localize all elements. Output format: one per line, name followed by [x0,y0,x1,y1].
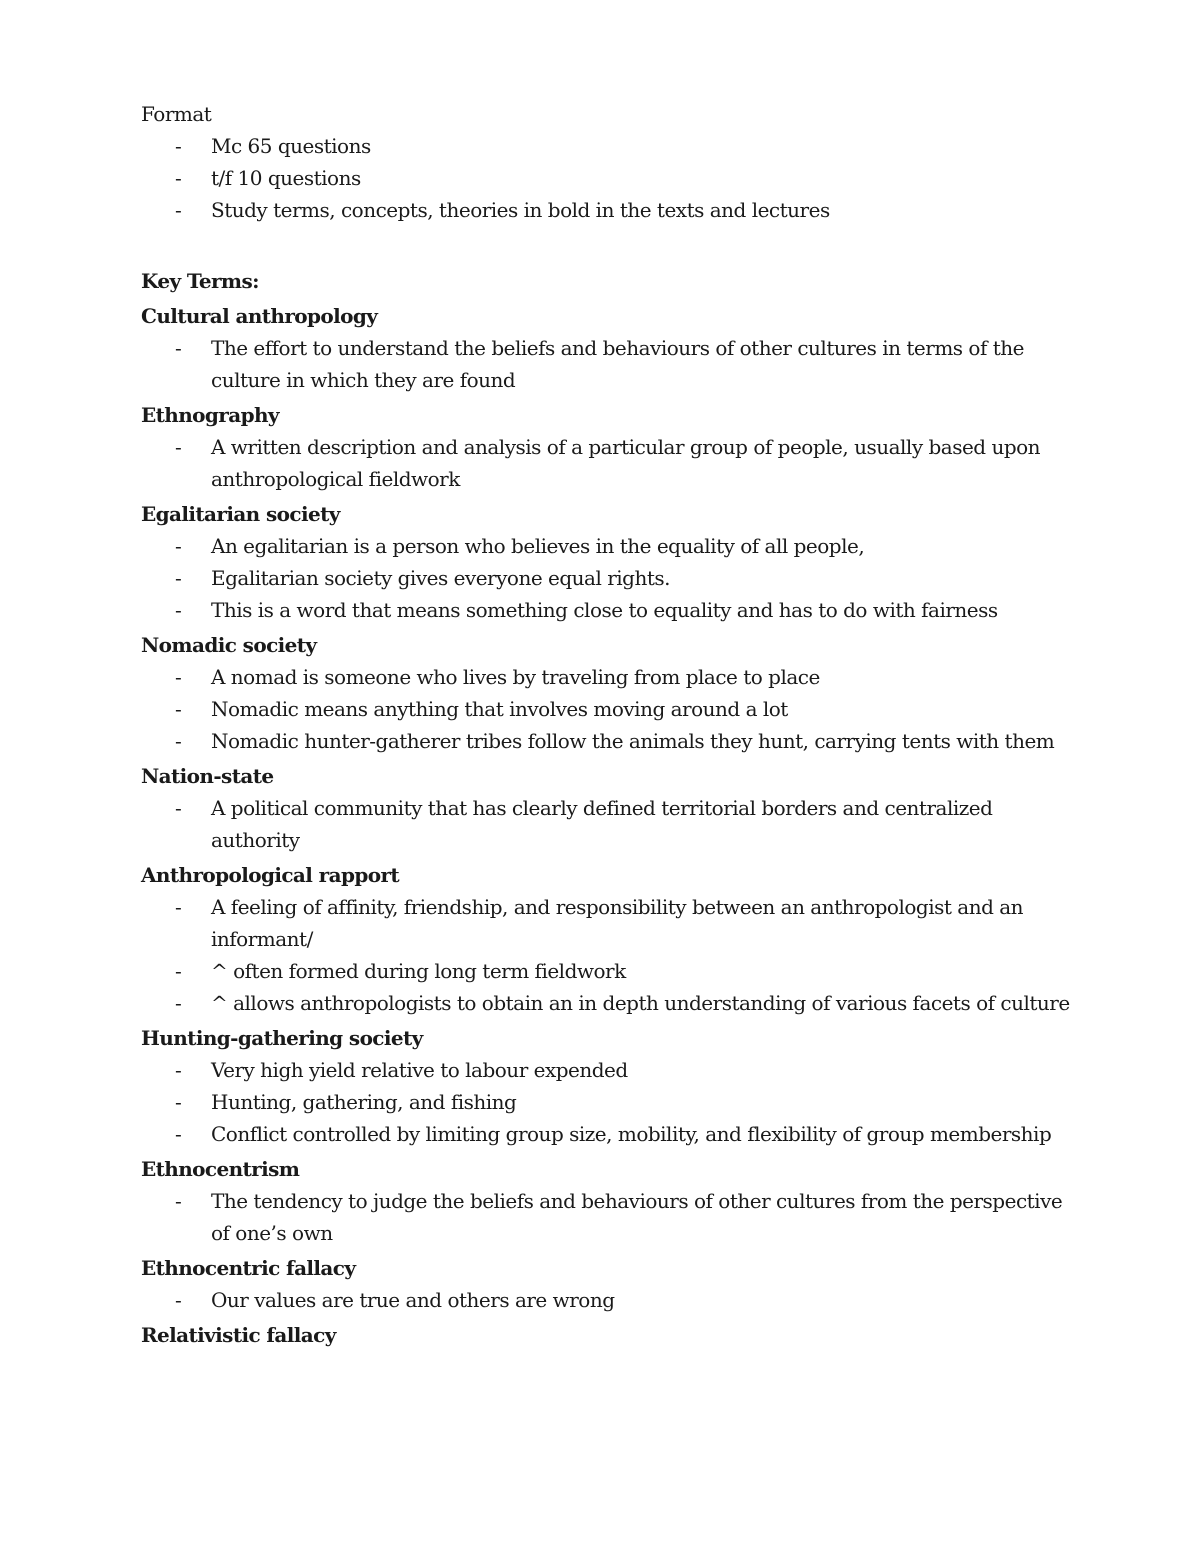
list-item-text: ^ allows anthropologists to obtain an in depth understanding of various facets of culture [211,991,1070,1015]
list-item [141,661,1071,693]
list-item-text: A nomad is someone who lives by traveling from place to place [211,665,820,689]
term-definition-list [141,431,1081,495]
bullet: - [175,1090,182,1114]
list-item-text: Nomadic means anything that involves moving around a lot [211,697,788,721]
bullet: - [175,435,182,459]
list-item-text: Nomadic hunter-gatherer tribes follow the animals they hunt, carrying tents with them [211,729,1055,753]
list-item [141,1284,1071,1316]
list-item-text: This is a word that means something close to equality and has to do with fairness [211,598,998,622]
list-item-text: t/f 10 questions [211,166,361,190]
bullet: - [175,991,182,1015]
term-section [141,859,1081,1019]
bullet: - [175,534,182,558]
term-definition-list [141,332,1081,396]
term-section [141,629,1081,757]
blank-line [141,226,1081,262]
list-item-text: Our values are true and others are wrong [211,1288,615,1312]
term-definition-list [141,1185,1081,1249]
bullet: - [175,566,182,590]
term-definition-list [141,661,1081,757]
list-item-text: Study terms, concepts, theories in bold in the texts and lectures [211,198,830,222]
list-item [141,431,1071,495]
list-item-text: An egalitarian is a person who believes in the equality of all people, [211,534,865,558]
bullet: - [175,134,182,158]
list-item-text: The tendency to judge the beliefs and behaviours of other cultures from the perspective of one’s own [211,1189,1063,1245]
list-item [141,1086,1071,1118]
term-heading: Nation-state [141,764,274,788]
bullet: - [175,959,182,983]
format-list [141,130,1081,226]
bullet: - [175,336,182,360]
list-item-text: The effort to understand the beliefs and behaviours of other cultures in terms of the culture in which they are found [211,336,1024,392]
list-item-text: ^ often formed during long term fieldwork [211,959,626,983]
bullet: - [175,598,182,622]
list-item [141,1185,1071,1249]
term-definition-list [141,792,1081,856]
list-item [141,725,1071,757]
term-heading: Ethnography [141,403,279,427]
bullet: - [175,796,182,820]
list-item [141,1118,1071,1150]
list-item [141,530,1071,562]
term-section [141,1022,1081,1150]
term-heading: Nomadic society [141,633,317,657]
list-item [141,594,1071,626]
bullet: - [175,1058,182,1082]
list-item-text: A written description and analysis of a particular group of people, usually based upon anthropological fieldwork [211,435,1041,491]
bullet: - [175,895,182,919]
list-item [141,1054,1071,1086]
document-page [141,98,1081,1351]
list-item [141,792,1071,856]
list-item-text: Egalitarian society gives everyone equal rights. [211,566,671,590]
term-definition-list [141,530,1081,626]
list-item [141,562,1071,594]
term-heading: Cultural anthropology [141,304,378,328]
list-item [141,130,1071,162]
list-item [141,693,1071,725]
list-item-text: A feeling of affinity, friendship, and responsibility between an anthropologist and an informant/ [211,895,1024,951]
list-item-text: Very high yield relative to labour expended [211,1058,628,1082]
term-definition-list [141,891,1081,1019]
format-title: Format [141,102,212,126]
term-heading: Ethnocentrism [141,1157,300,1181]
list-item [141,332,1071,396]
list-item-text: Hunting, gathering, and fishing [211,1090,517,1114]
term-heading: Egalitarian society [141,502,340,526]
bullet: - [175,166,182,190]
term-definition-list [141,1284,1081,1316]
term-section [141,1319,1081,1351]
bullet: - [175,1122,182,1146]
term-section [141,300,1081,396]
term-heading: Hunting-gathering society [141,1026,423,1050]
bullet: - [175,729,182,753]
term-definition-list [141,1054,1081,1150]
key-terms-list [141,300,1081,1351]
list-item [141,194,1071,226]
list-item [141,162,1071,194]
term-heading: Ethnocentric fallacy [141,1256,356,1280]
list-item [141,891,1071,955]
term-section [141,1252,1081,1316]
term-section [141,1153,1081,1249]
bullet: - [175,697,182,721]
list-item [141,955,1071,987]
term-section [141,399,1081,495]
list-item-text: Conflict controlled by limiting group size, mobility, and flexibility of group membership [211,1122,1052,1146]
list-item-text: Mc 65 questions [211,134,371,158]
term-heading: Anthropological rapport [141,863,400,887]
term-section [141,498,1081,626]
bullet: - [175,1189,182,1213]
bullet: - [175,198,182,222]
bullet: - [175,1288,182,1312]
bullet: - [175,665,182,689]
key-terms-title: Key Terms: [141,269,259,293]
term-heading: Relativistic fallacy [141,1323,336,1347]
list-item [141,987,1071,1019]
list-item-text: A political community that has clearly defined territorial borders and centralized authority [211,796,993,852]
term-section [141,760,1081,856]
